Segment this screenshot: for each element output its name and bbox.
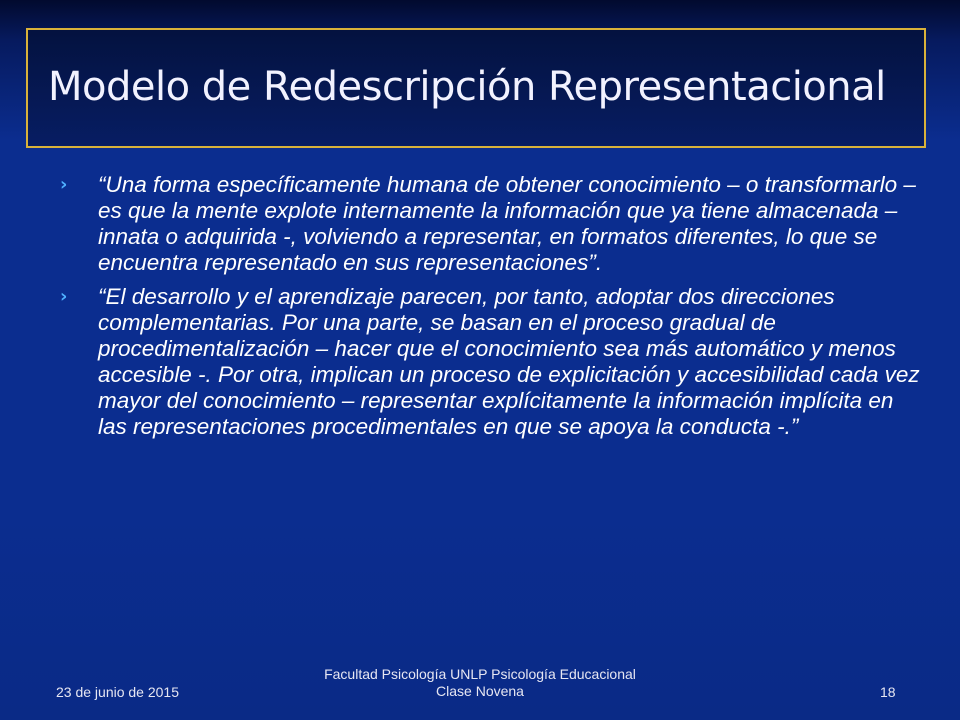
slide-title: Modelo de Redescripción Representacional <box>48 64 886 110</box>
footer-course-line2: Clase Novena <box>436 683 524 699</box>
bullet-text: “Una forma específicamente humana de obtener conocimiento – o transformarlo – es que la mente explote internamente la información que ya tiene almacenada – innata o adquirida -, volviendo a representar, en formatos diferentes, lo que se encuentra representado en sus representaciones”. <box>98 172 916 275</box>
chevron-right-icon: › <box>60 174 68 195</box>
footer-course <box>240 666 720 700</box>
bullet-list <box>60 172 920 448</box>
bullet-item <box>60 172 920 276</box>
page-number: 18 <box>880 684 896 700</box>
chevron-right-icon: › <box>60 286 68 307</box>
footer-course-line1: Facultad Psicología UNLP Psicología Educacional <box>324 666 636 682</box>
footer-date: 23 de junio de 2015 <box>56 684 179 700</box>
bullet-item <box>60 284 920 440</box>
bullet-text: “El desarrollo y el aprendizaje parecen, por tanto, adoptar dos direcciones complementarias. Por una parte, se basan en el proceso gradual de procedimentalización – hacer que el conocimiento sea más automático y menos accesible -. Por otra, implican un proceso de explicitación y accesibilidad cada vez mayor del conocimiento – representar explícitamente la información implícita en las representaciones procedimentales en que se apoya la conducta -.” <box>98 284 920 439</box>
